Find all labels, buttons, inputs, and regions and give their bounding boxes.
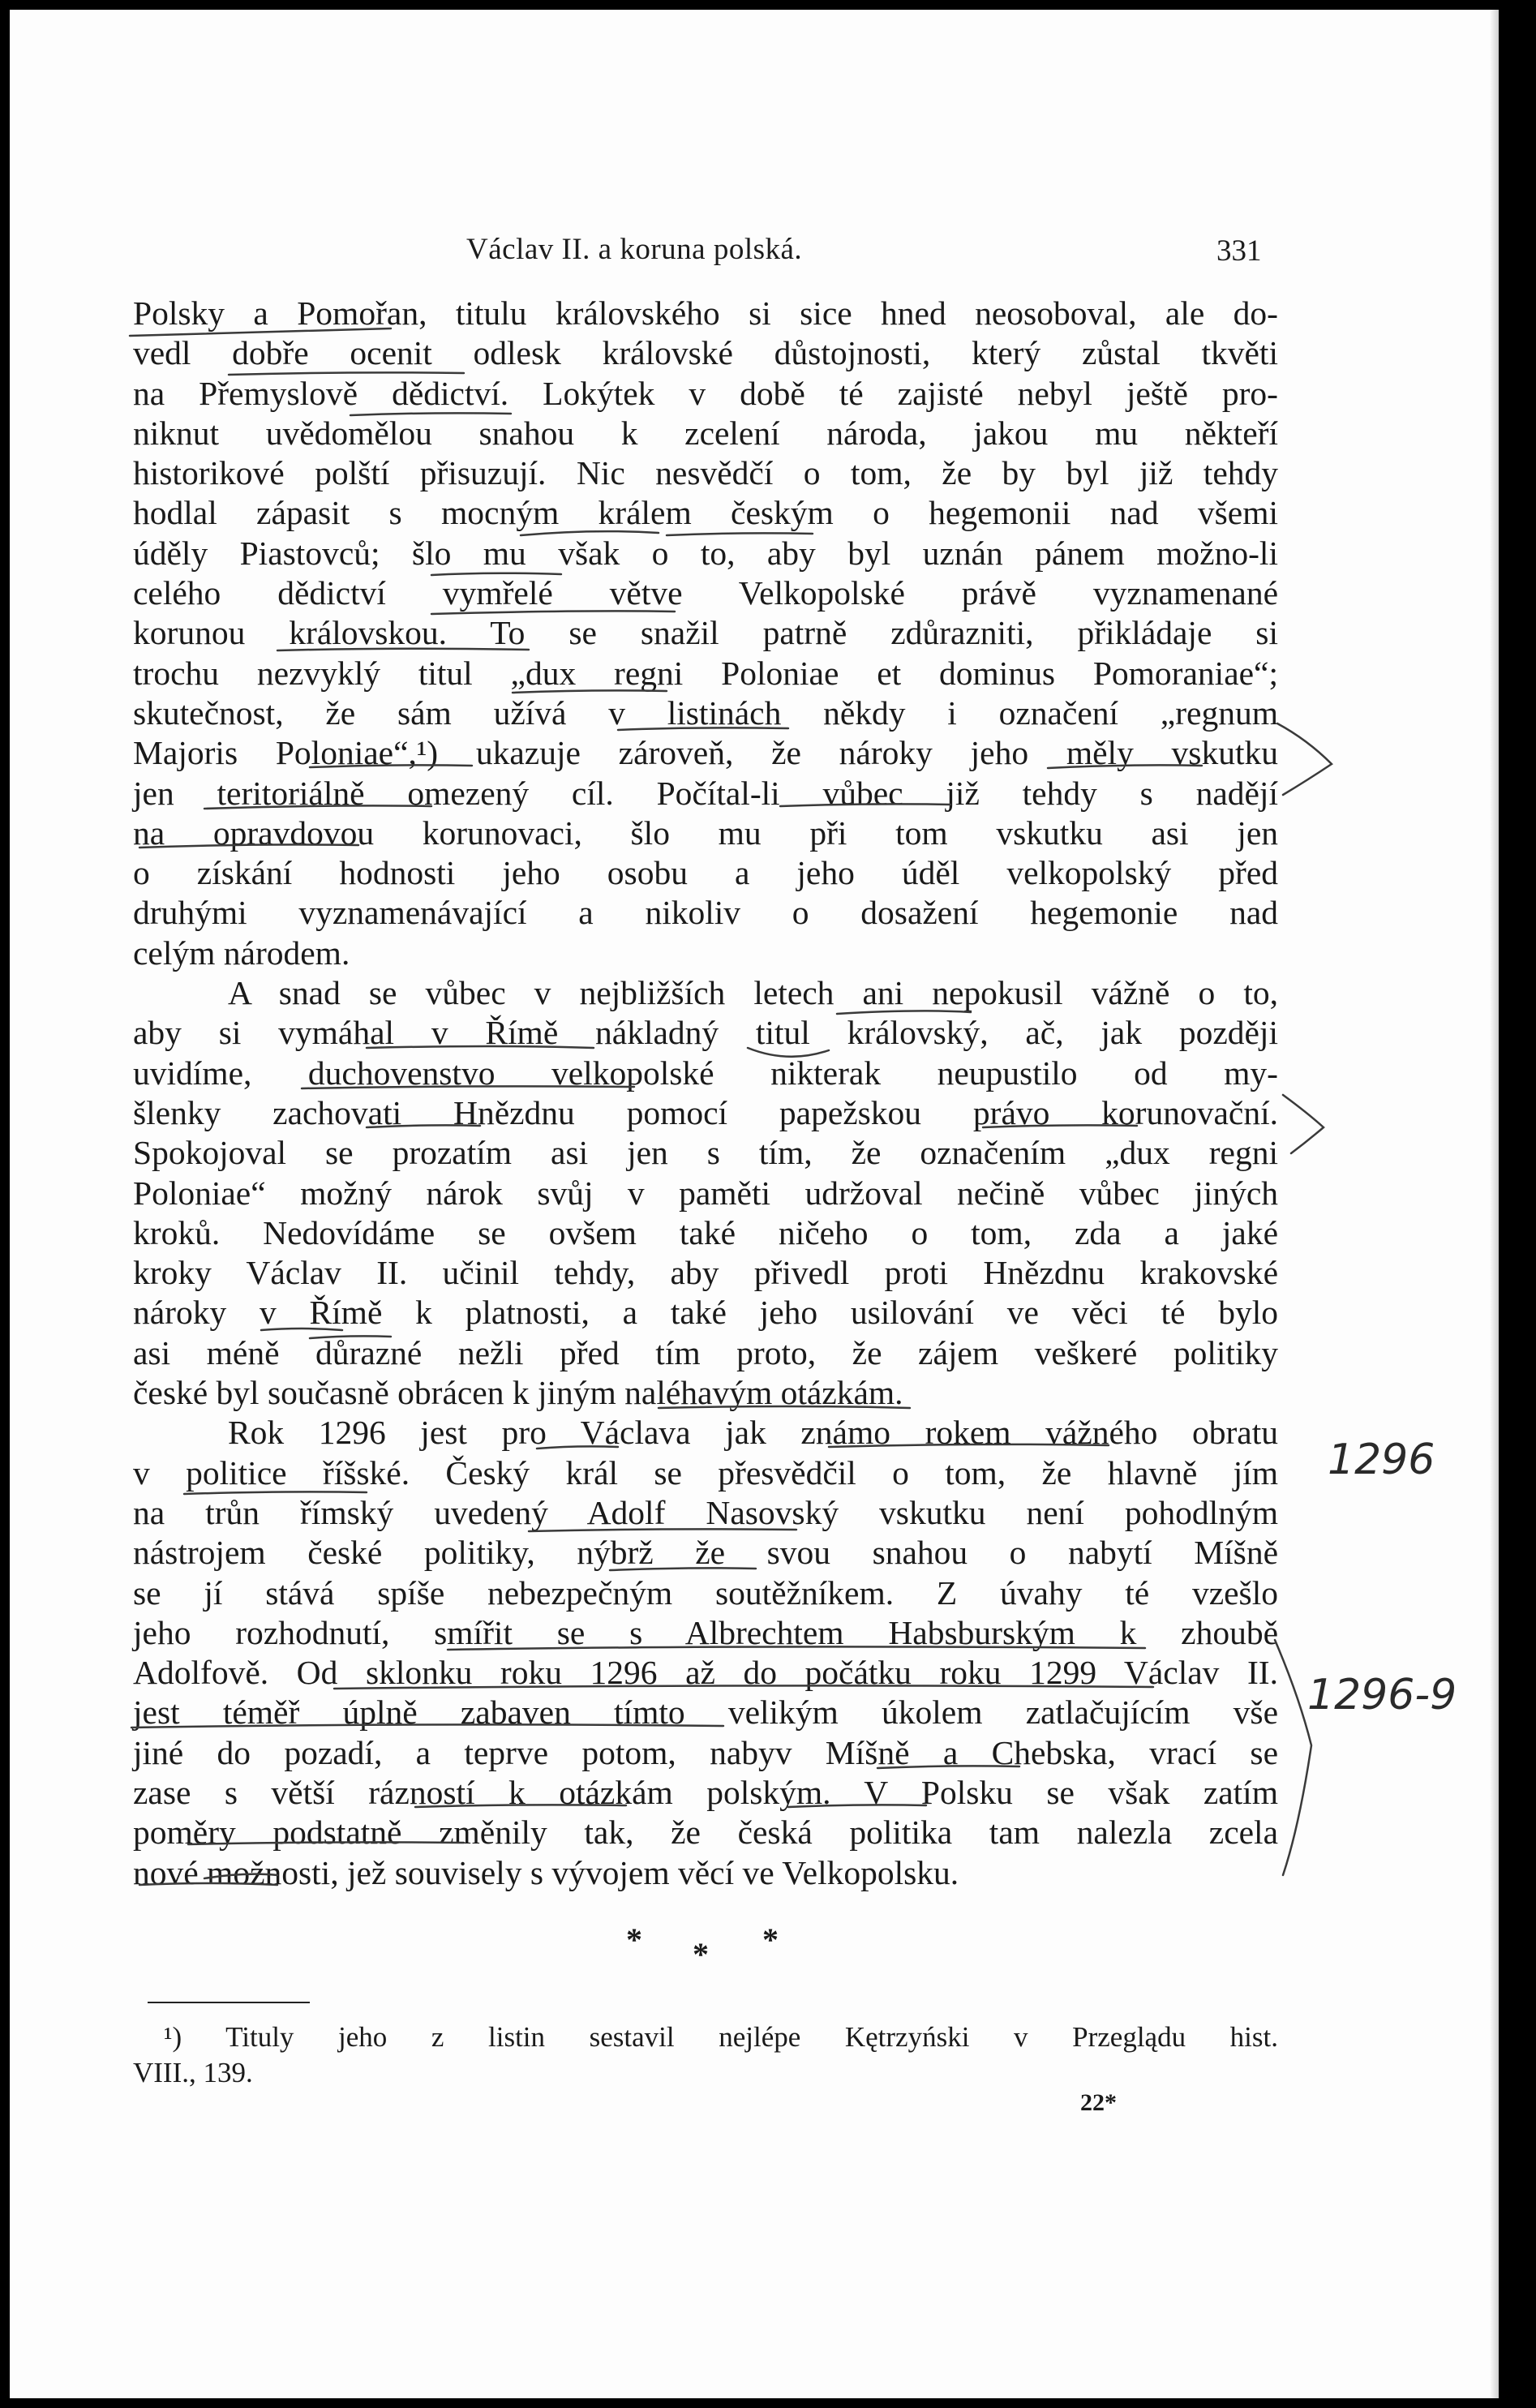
body-line: Poloniae“ možný nárok svůj v paměti udržoval nečině vůbec jiných (133, 1174, 1278, 1212)
body-line: Spokojoval se prozatím asi jen s tím, že označením „dux regni (133, 1134, 1278, 1172)
footnote-rule (148, 2002, 310, 2003)
body-line: nové možnosti, jež souvisely s vývojem věcí ve Velkopolsku. (133, 1853, 959, 1891)
body-line: nástrojem české politiky, nýbrž že svou snahou o nabytí Míšně (133, 1534, 1278, 1572)
footnote (133, 2020, 1278, 2091)
body-line: české byl současně obrácen k jiným naléhavým otázkám. (133, 1374, 903, 1412)
section-break-star: * (762, 1921, 779, 1958)
body-line: poměry podstatně změnily tak, že česká politika tam nalezla zcela (133, 1814, 1278, 1852)
body-line: niknut uvědomělou snahou k zcelení národa, jakou mu někteří (133, 414, 1278, 452)
body-line: nároky v Římě k platnosti, a také jeho usilování ve věci té bylo (133, 1294, 1278, 1332)
body-line: hodlal zápasit s mocným králem českým o hegemonii nad všemi (133, 494, 1278, 532)
body-line: skutečnost, že sám užívá v listinách někdy i označení „regnum (133, 693, 1278, 732)
body-line: kroky Václav II. učinil tehdy, aby přivedl proti Hnězdnu krakovské (133, 1254, 1278, 1292)
body-line: se jí stává spíše nebezpečným soutěžníkem. Z úvahy té vzešlo (133, 1573, 1278, 1612)
body-line: druhými vyznamenávající a nikoliv o dosažení hegemonie nad (133, 894, 1278, 932)
margin-bracket (1283, 1095, 1324, 1153)
margin-bracket (1277, 723, 1332, 795)
body-line: zase s větší rázností k otázkám polským. V Polsku se však zatím (133, 1773, 1278, 1811)
body-line: historikové polští přisuzují. Nic nesvědčí o tom, že by byl již tehdy (133, 454, 1278, 492)
page-edge-shadow (1490, 10, 1499, 2398)
body-line: vedl dobře ocenit odlesk královské důstojnosti, který zůstal tkvěti (133, 334, 1278, 372)
body-line: Rok 1296 jest pro Václava jak známo rokem vážného obratu (228, 1414, 1278, 1452)
margin-note-year: 1296 (1328, 1436, 1435, 1484)
body-line: jiné do pozadí, a teprve potom, nabyv Míšně a Chebska, vrací se (133, 1733, 1278, 1771)
body-line: jen teritoriálně omezený cíl. Počítal-li vůbec již tehdy s nadějí (133, 774, 1278, 812)
margin-bracket (1275, 1640, 1311, 1875)
body-line: kroků. Nedovídáme se ovšem také ničeho o tom, zda a jaké (133, 1213, 1278, 1251)
body-line: na trůn římský uvedený Adolf Nasovský vskutku není pohodlným (133, 1493, 1278, 1531)
body-line: v politice říšské. Český král se přesvědčil o tom, že hlavně jím (133, 1453, 1278, 1492)
body-line: o získání hodnosti jeho osobu a jeho úděl velkopolský před (133, 854, 1278, 892)
body-line: Polsky a Pomořan, titulu královského si sice hned neosoboval, ale do- (133, 294, 1278, 332)
body-line: korunou královskou. To se snažil patrně zdůrazniti, přikládaje si (133, 614, 1278, 652)
body-line: na Přemyslově dědictví. Lokýtek v době té zajisté nebyl ještě pro- (133, 374, 1278, 412)
section-break (610, 1921, 804, 1972)
body-line: šlenky zachovati Hnězdnu pomocí papežskou právo korunovační. (133, 1093, 1278, 1131)
body-line: úděly Piastovců; šlo mu však o to, aby byl uznán pánem možno-li (133, 534, 1278, 572)
body-line: aby si vymáhal v Římě nákladný titul královský, ač, jak později (133, 1014, 1278, 1052)
footnote-line: ¹) Tituly jeho z listin sestavil nejlépe Kętrzyński v Przeglądu hist. (164, 2021, 1278, 2053)
margin-note-range: 1296-9 (1307, 1671, 1457, 1719)
body-line: trochu nezvyklý titul „dux regni Poloniae et dominus Pomoraniae“; (133, 654, 1278, 692)
body-line: celým národem. (133, 934, 350, 972)
section-break-star: * (626, 1921, 642, 1958)
book-page (10, 10, 1499, 2398)
body-line: uvidíme, duchovenstvo velkopolské nikterak neupustilo od my- (133, 1054, 1278, 1092)
body-line: Majoris Poloniae“,¹) ukazuje zároveň, že nároky jeho měly vskutku (133, 734, 1278, 772)
body-text (133, 294, 1278, 1893)
body-line: jest téměř úplně zabaven tímto velikým úkolem zatlačujícím vše (133, 1693, 1278, 1732)
body-line: na opravdovou korunovaci, šlo mu při tom vskutku asi jen (133, 813, 1278, 852)
body-line: A snad se vůbec v nejbližších letech ani nepokusil vážně o to, (228, 974, 1278, 1012)
section-break-star: * (693, 1936, 709, 1972)
body-line: celého dědictví vymřelé větve Velkopolské právě vyznamenané (133, 574, 1278, 612)
body-line: jeho rozhodnutí, smířit se s Albrechtem Habsburským k zhoubě (133, 1613, 1278, 1651)
body-line: Adolfově. Od sklonku roku 1296 až do počátku roku 1299 Václav II. (133, 1654, 1278, 1692)
body-line: asi méně důrazné nežli před tím proto, že zájem veškeré politiky (133, 1333, 1278, 1371)
page-number: 331 (1216, 234, 1262, 268)
signature-mark: 22* (1080, 2089, 1117, 2116)
running-title: Václav II. a koruna polská. (466, 233, 803, 266)
footnote-line: VIII., 139. (133, 2057, 253, 2088)
